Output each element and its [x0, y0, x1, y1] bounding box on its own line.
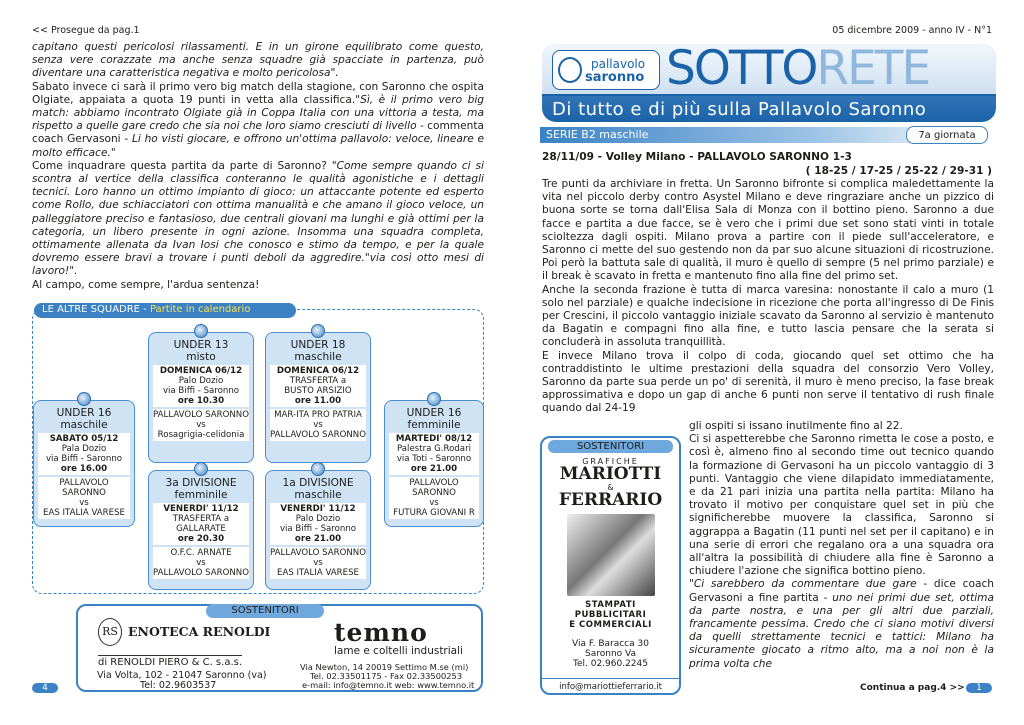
sponsors-left-label: SOSTENITORI [206, 604, 324, 618]
volleyball-icon [194, 324, 208, 338]
addr2: Saronno Va [585, 649, 636, 659]
card-title: UNDER 13 [173, 339, 229, 351]
card-place: Palo Dozio [178, 376, 224, 386]
card-place2: via Toti - Saronno [396, 454, 472, 464]
card-date: VENERDI' 11/12 [280, 504, 356, 514]
card-home: PALLAVOLO SARONNO [409, 478, 459, 498]
logo-line2: saronno [585, 70, 645, 85]
enoteca-company: di RENOLDI PIERO & C. s.a.s. [98, 657, 243, 668]
temno-phone: Tel. 02.33501175 - Fax 02.33500253 [310, 671, 463, 681]
ferrario: FERRARIO [558, 490, 663, 510]
ampersand: & [607, 483, 614, 492]
team-card-1div [265, 470, 371, 590]
s2: PUBBLICITARI [574, 610, 647, 620]
page-number-right: 1 [966, 683, 992, 693]
card-subtitle: maschile [294, 488, 342, 501]
card-date: DOMENICA 06/12 [159, 366, 243, 376]
card-home: PALLAVOLO SARONNO [153, 410, 249, 420]
team-card-3div [148, 470, 254, 590]
continued-note: << Prosegue da pag.1 [32, 25, 140, 36]
temno-sub: lame e coltelli industriali [334, 645, 463, 657]
volleyball-icon [311, 324, 325, 338]
team-card-under13 [148, 332, 254, 463]
article-segment: Sabato invece ci sarà il primo vero big match della stagione, con Saronno che ospita Olgiate, appaiata a quota 19 punti in vetta alla classifica. [32, 80, 484, 106]
left-article [32, 41, 484, 292]
card-title: 1a DIVISIONE [282, 477, 354, 489]
card-title: UNDER 16 [56, 407, 112, 419]
card-place: TRASFERTA a [172, 514, 230, 524]
card-date: SABATO 05/12 [49, 434, 119, 444]
s1: STAMPATI [585, 600, 636, 610]
article-segment: Li ho visti giocare, e offrono un'ottima pallavolo: veloce, lineare e molto efficace." [32, 133, 484, 159]
card-home: O.F.C. ARNATE [170, 548, 232, 558]
card-home: MAR-ITA PRO PATRIA [274, 410, 362, 420]
email: info@mariottieferrario.it [542, 678, 679, 692]
volleyball-icon [77, 392, 91, 406]
article-segment: - commenta coach Gervasoni - [32, 120, 484, 146]
enoteca-name: ENOTECA RENOLDI [128, 624, 271, 639]
other-teams-header: LE ALTRE SQUADRE - Partite in calendario [34, 303, 296, 318]
card-place: Palestra G.Rodari [397, 444, 471, 454]
continue-link[interactable]: Continua a pag.4 >> [860, 683, 965, 693]
grafiche: GRAFICHE [582, 457, 639, 466]
card-subtitle: misto [186, 350, 216, 363]
set-scores: ( 18-25 / 17-25 / 25-22 / 29-31 ) [805, 165, 992, 177]
enoteca-logo: RS [98, 618, 122, 646]
card-away: Rosagrigia-celidonia [157, 430, 245, 440]
volleyball-icon [311, 462, 325, 476]
s3: E COMMERCIALI [569, 620, 652, 630]
card-away: EAS ITALIA VARESE [43, 508, 125, 518]
card-time: ore 21.00 [294, 534, 342, 544]
card-date: MARTEDI' 08/12 [395, 434, 473, 444]
temno-address: Via Newton, 14 20019 Settimo M.se (mi) [300, 662, 469, 672]
masthead-subtitle: Di tutto e di più sulla Pallavolo Saronno [552, 99, 927, 120]
addr1: Via F. Baracca 30 [572, 639, 649, 649]
card-time: ore 11.00 [294, 396, 342, 406]
enoteca-phone: Tel: 02.9603537 [140, 680, 217, 691]
card-away: PALLAVOLO SARONNO [153, 568, 249, 578]
volleyball-icon [427, 392, 441, 406]
match-result: 28/11/09 - Volley Milano - PALLAVOLO SARONNO 1-3 [542, 151, 852, 163]
card-title: 3a DIVISIONE [165, 477, 237, 489]
serie-label: SERIE B2 maschile [546, 128, 649, 141]
volleyball-icon [194, 462, 208, 476]
card-date: DOMENICA 06/12 [276, 366, 360, 376]
temno-email: e-mail: info@temno.it web: www.temno.it [302, 680, 475, 690]
logo-line1: pallavolo [591, 57, 646, 71]
masthead-title: SOTTORETE [666, 44, 930, 96]
card-vs: vs [196, 558, 206, 568]
card-away: PALLAVOLO SARONNO [270, 430, 366, 440]
issue-date: 05 dicembre 2009 - anno IV - N°1 [832, 25, 992, 36]
card-vs: vs [196, 420, 206, 430]
team-card-under16f [384, 400, 484, 527]
card-place2: via Biffi - Saronno [279, 524, 357, 534]
article-segment: capitano questi pericolosi rilassamenti. E in un girone equilibrato come questo, senza vere corazzate ma anche senza squadre già spacciate in partenza, può diventare una caratteristica negativa e molto pericolosa". [32, 41, 484, 80]
article-segment: "Sì, è il primo vero big match: abbiamo incontrato Olgiate già in Coppa Italia con una vittoria a testa, ma rispetto a quelle gare credo che sia noi che loro siamo cresciuti di livello [32, 93, 484, 133]
article-segment: Come inquadrare questa partita da parte di Saronno? [32, 159, 332, 172]
masthead [542, 44, 996, 122]
card-subtitle: femminile [174, 488, 228, 501]
team-card-under16m [33, 400, 135, 527]
temno-logo: temno [334, 618, 428, 647]
card-time: ore 21.00 [410, 464, 458, 474]
card-place: Palo Dozio [295, 514, 341, 524]
page-number-left: 4 [32, 683, 58, 693]
card-home: PALLAVOLO SARONNO [270, 548, 366, 558]
card-subtitle: femminile [407, 418, 461, 431]
card-time: ore 16.00 [60, 464, 108, 474]
paper-rolls-image [567, 514, 655, 596]
sponsor-mariotti [540, 436, 681, 695]
mariotti: MARIOTTI [559, 464, 662, 484]
card-place2: GALLARATE [176, 524, 226, 534]
giornata-badge: 7a giornata [906, 126, 988, 144]
card-subtitle: maschile [294, 350, 342, 363]
card-vs: vs [429, 498, 439, 508]
card-time: ore 20.30 [177, 534, 225, 544]
enoteca-address: Via Volta, 102 - 21047 Saronno (va) [97, 670, 267, 681]
card-away: EAS ITALIA VARESE [277, 568, 359, 578]
card-title: UNDER 16 [406, 407, 462, 419]
card-home: PALLAVOLO SARONNO [59, 478, 109, 498]
right-article-bottom: gli ospiti si issano inutilmente fino al 22. Ci si aspetterebbe che Saronno rimetta le cose a posto, e così è, almeno fino al secondo time out tecnico quando la formazione di Gervasoni ha un piccolo vantaggio di 3 punti. Vantaggio che viene dilapidato immediatamente, e da 21 pari inizia una partita nella partita: Milano ha trovato il motivo per conquistare quel set in più che significherebbe muovere la classifica, Saronno si aggrappa a Bagatin (11 punti nel set per il capitano) e in una serie di errori che regalano ora a una squadra ora all'altra la possibilità di chiudere alla fine è Saronno a chiudere l'azione che significa bottino pieno. "Ci sarebbero da commentare due gare - dice coach Gervasoni a fine partita - uno nei primi due set, ottima da parte nostra, e una per gli altri due parziali, francamente pessima. Credo che ci siano motivi diversi da quelli strettamente tecnici e tattici: Milano ha sicuramente giocato a ritmo alto, ma a noi non è la prima volta che [689, 420, 994, 670]
card-subtitle: maschile [60, 418, 108, 431]
card-place: Pala Dozio [61, 444, 107, 454]
tel: Tel. 02.960.2245 [573, 659, 648, 669]
card-vs: vs [79, 498, 89, 508]
card-place2: via Biffi - Saronno [45, 454, 123, 464]
card-date: VENERDI' 11/12 [163, 504, 239, 514]
sponsor-right-label: SOSTENITORI [548, 440, 673, 453]
article-segment: Al campo, come sempre, l'ardua sentenza! [32, 278, 260, 291]
article-segment: "Come sempre quando ci si scontra al vertice della classifica conteranno le qualità agonistiche e i dettagli tecnici. Loro hanno un ottimo impianto di gioco: un attaccante potente ed esperto come Rollo, due schiacciatori con ottima manualità e che amano il gioco veloce, un palleggiatore preciso e fantasioso, due centrali giovani ma lunghi e già ottimi per la categoria, un libero presente in ogni azione. Insomma una squadra completa, ottimamente allenata da Ivan Iosi che conosco e stimo da tempo, e per la quale dovremo essere bravi a trovare i punti deboli da aggredire."via così otto mesi di lavoro!". [32, 159, 485, 278]
card-place2: BUSTO ARSIZIO [284, 386, 352, 396]
card-vs: vs [313, 420, 323, 430]
card-away: FUTURA GIOVANI R [393, 508, 475, 518]
right-article-top: Tre punti da archiviare in fretta. Un Saronno bifronte si complica maledettamente la vita nel piccolo derby contro Asystel Milano e deve ringraziare anche un pizzico di buona sorte se torna dall'Elisa Sala di Monza con il bottino pieno. Saronno a due facce e partita a due facce, se è vero che i primi due set sono stati vinti in totale scioltezza dagli ospiti. Milano prova a partire con il piede sull'acceleratore, e Saronno ci mette del suo gestendo non da par suo alcune situazioni di ricostruzione. Poi però la battuta sale di qualità, il muro è quello di sempre (5 nel primo parziale) e il break è scavato in fretta e mantenuto fino alla fine del primo set. Anche la seconda frazione è tutta di marca varesina: nonostante il calo a muro (1 solo nel parziale) e qualche indecisione in ricezione che porta all'ingresso di De Finis per Crescini, il piccolo vantaggio iniziale scavato da Saronno al servizio è mantenuto da Bagatin e compagni fino alla fine, e tutto lascia pensare che la serata si concluderà in assoluta tranquillità. E invece Milano trova il colpo di coda, giocando quel set ottimo che ha contraddistinto le ultime prestazioni della squadra del consorzio Vero Volley, Saronno da parte sua perde un po' di serenità, il muro è meno preciso, la fase break approssimativa e dopo un gap di anche 6 punti non serve il tentativo di rush finale quando dal 24-19 [542, 178, 994, 415]
team-card-under18 [265, 332, 371, 463]
card-vs: vs [313, 558, 323, 568]
club-logo [552, 50, 660, 90]
card-time: ore 10.30 [177, 396, 225, 406]
card-place2: via Biffi - Saronno [162, 386, 240, 396]
volleyball-player-icon [558, 57, 582, 83]
card-title: UNDER 18 [290, 339, 346, 351]
card-place: TRASFERTA a [289, 376, 347, 386]
